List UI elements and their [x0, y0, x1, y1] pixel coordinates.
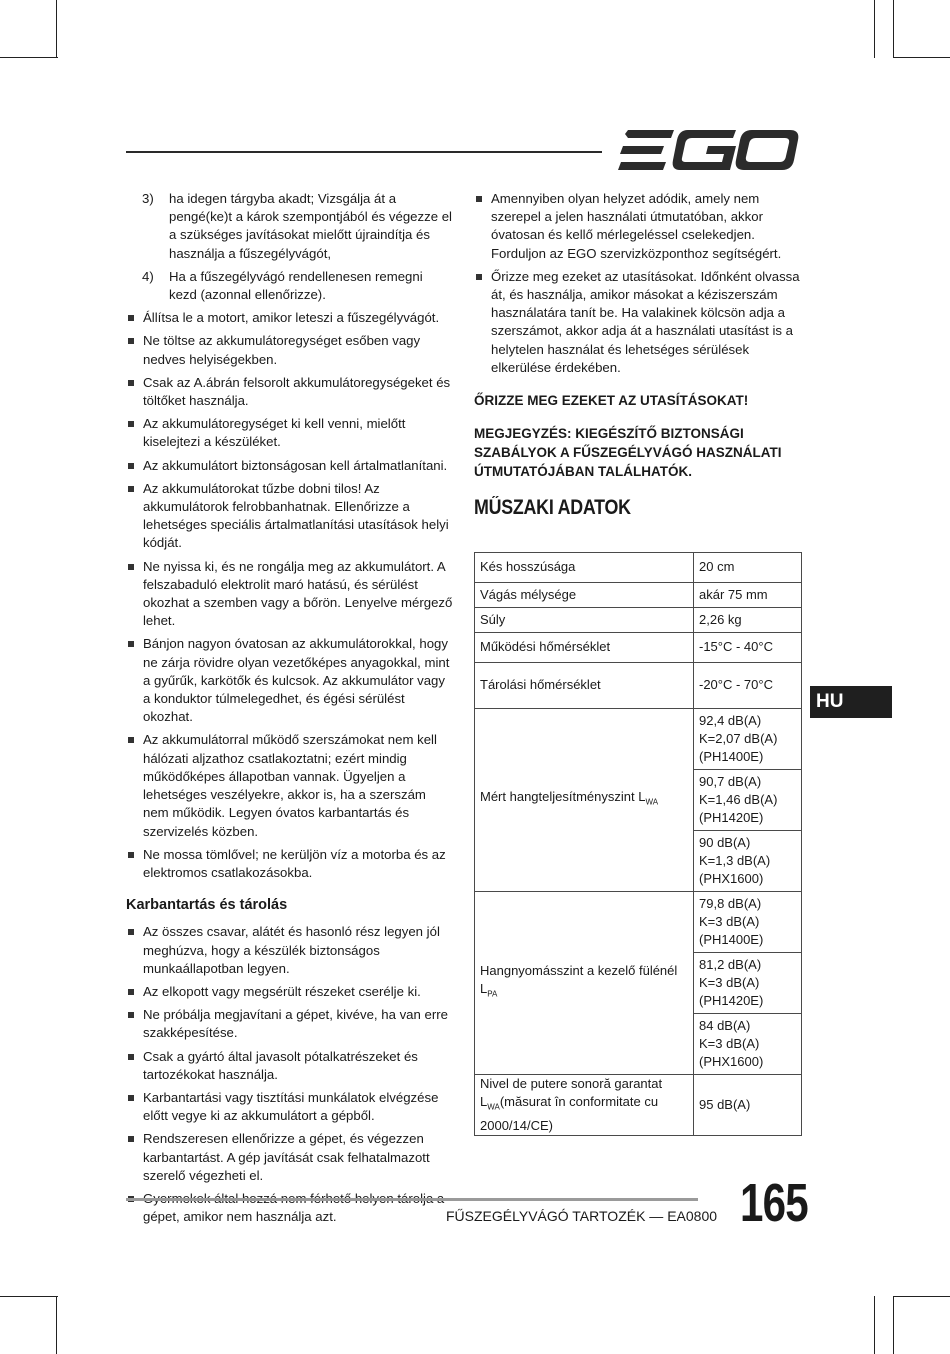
- list-item: Az akkumulátort biztonságosan kell ártalmatlanítani.: [126, 457, 454, 475]
- list-item: Az elkopott vagy megsérült részeket cserélje ki.: [126, 983, 454, 1001]
- header-rule: [126, 151, 602, 153]
- list-item: Az akkumulátorral működő szerszámokat nem kell hálózati aljzathoz csatlakoztatni; ezért mindig működőképes állapotban vannak. Ügyeljen a lehetséges veszélyekre, akkor is, ha a szerszám nem működik. Legyen óvatos karbantartás és szervizelés közben.: [126, 731, 454, 840]
- crop-mark: [56, 1296, 57, 1354]
- table-cell: 84 dB(A) K=3 dB(A) (PHX1600): [694, 1014, 802, 1075]
- list-item: Karbantartási vagy tisztítási munkálatok elvégzése előtt vegye ki az akkumulátort a gépből.: [126, 1089, 454, 1125]
- keep-instructions-heading: ŐRIZZE MEG EZEKET AZ UTASÍTÁSOKAT!: [474, 393, 749, 409]
- numbered-list: [126, 190, 454, 304]
- table-cell: Működési hőmérséklet: [475, 633, 694, 663]
- table-cell: 90 dB(A) K=1,3 dB(A) (PHX1600): [694, 831, 802, 892]
- list-item: Az összes csavar, alátét és hasonló rész legyen jól meghúzva, hogy a készülék biztonságos munkaállapotban legyen.: [126, 923, 454, 978]
- list-item: Őrizze meg ezeket az utasításokat. Időnként olvassa át, és használja, amikor másokat a kéziszerszám használatára tanít be. Ha valakinek kölcsön adja a szerszámot, akkor adja át a használati utasítást is a helytelen használat és lehetséges sérülések elkerülése érdekében.: [474, 268, 804, 377]
- table-cell: akár 75 mm: [694, 583, 802, 608]
- crop-mark: [893, 0, 894, 58]
- list-item: Csak az A.ábrán felsorolt akkumulátoregységeket és töltőket használja.: [126, 374, 454, 410]
- table-cell: Hangnyomásszint a kezelő fülénél $L_{PA}$: [475, 892, 694, 1075]
- ego-logo: [618, 128, 800, 172]
- table-cell: 92,4 dB(A) K=2,07 dB(A) (PH1400E): [694, 709, 802, 770]
- table-row: [475, 608, 802, 633]
- list-item: Az akkumulátoregységet ki kell venni, mielőtt kiselejtezi a készüléket.: [126, 415, 454, 451]
- table-cell: Súly: [475, 608, 694, 633]
- table-row: [475, 663, 802, 709]
- list-item: Az akkumulátorokat tűzbe dobni tilos! Az akkumulátorok felrobbanhatnak. Ellenőrizze a lehetséges speciális ártalmatlanítási utasítások helyi kódját.: [126, 480, 454, 553]
- right-column: [474, 190, 804, 520]
- list-item: Bánjon nagyon óvatosan az akkumulátorokkal, hogy ne zárja rövidre olyan vezetőképes anyagokkal, mint a gyűrűk, karkötők és kulcsok. Az akkumulátor vagy a konduktor túlmelegedhet, és égési sérülést okozhat.: [126, 635, 454, 726]
- crop-mark: [874, 0, 875, 58]
- table-cell: 79,8 dB(A) K=3 dB(A) (PH1400E): [694, 892, 802, 953]
- language-tab: HU: [810, 686, 892, 718]
- table-cell: Tárolási hőmérséklet: [475, 663, 694, 709]
- table-row: [475, 583, 802, 608]
- spec-table: [474, 552, 802, 1136]
- table-cell: Vágás mélysége: [475, 583, 694, 608]
- table-cell: 90,7 dB(A) K=1,46 dB(A) (PH1420E): [694, 770, 802, 831]
- list-item: 4) Ha a fűszegélyvágó rendellenesen remegni kezd (azonnal ellenőrizze).: [142, 268, 423, 303]
- list-item: Ne nyissa ki, és ne rongálja meg az akkumulátort. A felszabaduló elektrolit maró hatású, és sérülést okozhat a szemben vagy a bőrön. Lenyelve mérgező lehet.: [126, 558, 454, 631]
- safety-bullet-list: [126, 309, 454, 882]
- tech-data-heading: MŰSZAKI ADATOK: [474, 496, 631, 520]
- table-cell: -15°C - 40°C: [694, 633, 802, 663]
- crop-mark: [893, 57, 950, 58]
- table-cell: 81,2 dB(A) K=3 dB(A) (PH1420E): [694, 953, 802, 1014]
- list-item: Ne mossa tömlővel; ne kerüljön víz a motorba és az elektromos csatlakozásokba.: [126, 846, 454, 882]
- table-cell: 95 dB(A): [694, 1075, 802, 1136]
- list-item: Csak a gyártó által javasolt pótalkatrészeket és tartozékokat használja.: [126, 1048, 454, 1084]
- list-item: Rendszeresen ellenőrizze a gépet, és végezzen karbantartást. A gép javítását csak felhatalmazott szerelő végezheti el.: [126, 1130, 454, 1185]
- note-text: MEGJEGYZÉS: KIEGÉSZÍTŐ BIZTONSÁGI SZABÁLYOK A FŰSZEGÉLYVÁGÓ HASZNÁLATI ÚTMUTATÓJÁBAN TALÁLHATÓK.: [474, 426, 782, 480]
- right-bullet-list: [474, 190, 804, 377]
- list-item: Ne próbálja megjavítani a gépet, kivéve, ha van erre szakképesítése.: [126, 1006, 454, 1042]
- table-row: [475, 709, 802, 770]
- table-cell: Nivel de putere sonoră garantat $L_{WA}(măsurat$ în conformitate cu 2000/14/CE): [475, 1075, 694, 1136]
- crop-mark: [893, 1296, 894, 1354]
- table-cell: 20 cm: [694, 553, 802, 583]
- footer-text: FŰSZEGÉLYVÁGÓ TARTOZÉK — EA0800: [446, 1208, 718, 1224]
- table-row: [475, 553, 802, 583]
- list-item: Ne töltse az akkumulátoregységet esőben vagy nedves helyiségekben.: [126, 332, 454, 368]
- table-cell: -20°C - 70°C: [694, 663, 802, 709]
- table-cell: Mért hangteljesítményszint $L_{WA}$: [475, 709, 694, 892]
- crop-mark: [874, 1296, 875, 1354]
- crop-mark: [0, 1296, 58, 1297]
- list-item: Amennyiben olyan helyzet adódik, amely nem szerepel a jelen használati útmutatóban, akkor óvatosan és kellő mérlegeléssel cselekedjen. Forduljon az EGO szervizközponthoz segítségért.: [474, 190, 804, 263]
- crop-mark: [56, 0, 57, 58]
- list-item: Állítsa le a motort, amikor leteszi a fűszegélyvágót.: [126, 309, 454, 327]
- table-row: [475, 1075, 802, 1136]
- crop-mark: [0, 57, 58, 58]
- table-row: [475, 633, 802, 663]
- footer-rule: [126, 1198, 698, 1201]
- maintenance-heading: Karbantartás és tárolás: [126, 897, 288, 914]
- page-number: 165: [740, 1173, 808, 1233]
- left-column: [126, 190, 454, 1231]
- list-item: 3) ha idegen tárgyba akadt; Vizsgálja át a pengé(ke)t a károk szempontjából és végezze el a szükséges javításokat mielőtt újraindítja és használja a fűszegélyvágót,: [142, 191, 452, 261]
- table-cell: 2,26 kg: [694, 608, 802, 633]
- list-item: gépet, amikor nem használja azt.: [126, 1190, 454, 1226]
- table-cell: Kés hosszúsága: [475, 553, 694, 583]
- table-row: [475, 892, 802, 953]
- crop-mark: [893, 1296, 950, 1297]
- maintenance-bullet-list: [126, 923, 454, 1226]
